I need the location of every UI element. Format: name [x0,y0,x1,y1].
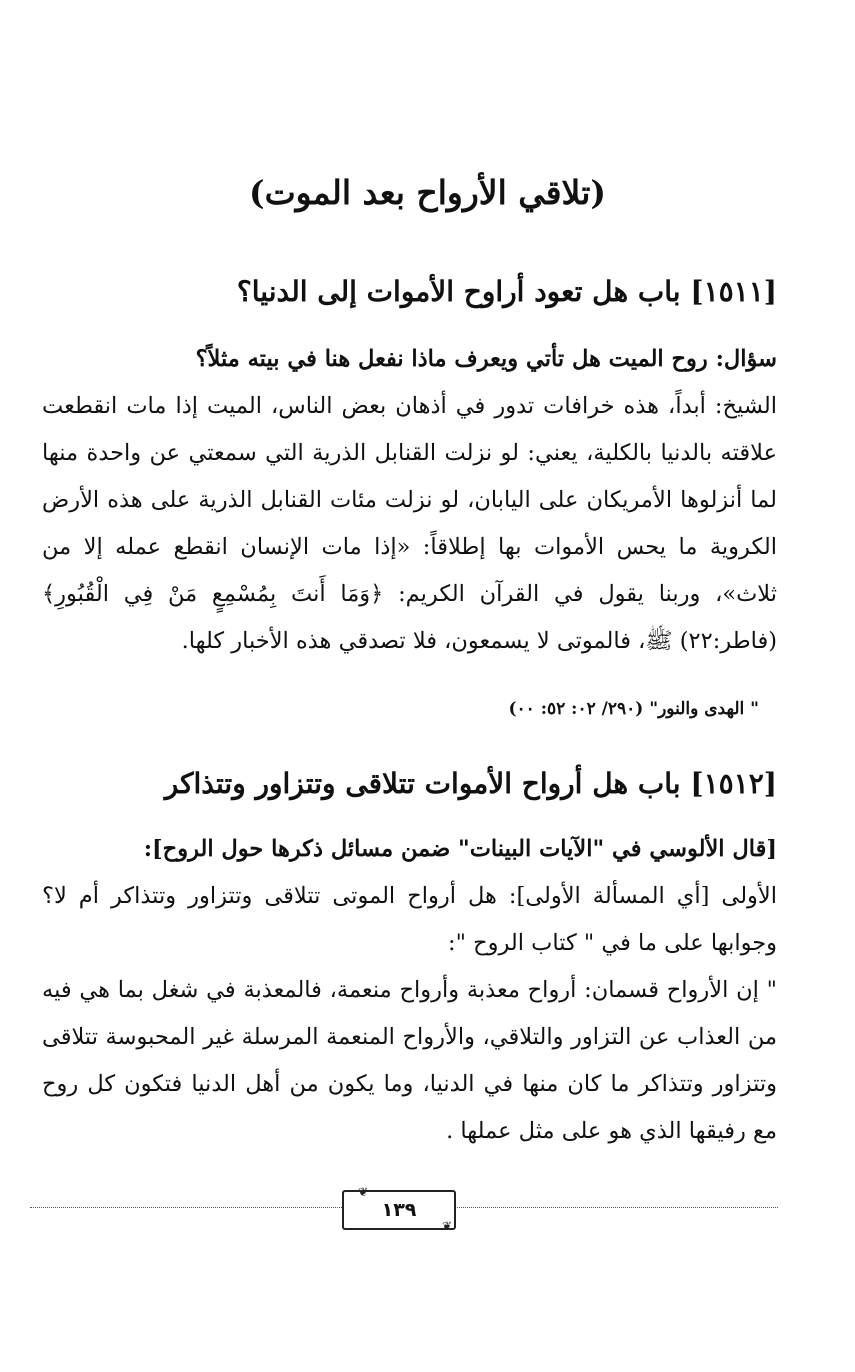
quote-paragraph: " إن الأرواح قسمان: أرواح معذبة وأرواح منعمة، فالمعذبة في شغل بما هي فيه من العذاب عن التزاور والتلاقي، والأرواح المنعمة المرسلة غير المحبوسة تتلاقى وتتزاور وتتذاكر ما كان منها في الدنيا، وما يكون من أهل الدنيا فتكون كل روح مع رفيقها الذي هو على مثل عملها . [42,977,777,1144]
alusi-intro-paragraph: [قال الألوسي في "الآيات البينات" ضمن مسائل ذكرها حول الروح]: [143,836,777,862]
section-heading-1511: [١٥١١] باب هل تعود أراوح الأموات إلى الدنيا؟ [236,275,777,308]
corner-ornament-icon: ❦ [357,1185,368,1199]
chapter-title: (تلاقي الأرواح بعد الموت) [248,173,607,212]
section-heading-1512: [١٥١٢] باب هل أرواح الأموات تتلاقى وتتزاور وتتذاكر [164,767,777,800]
footer-rule-left [30,1207,342,1208]
corner-ornament-icon: ❦ [441,1219,452,1233]
page-number: ١٣٩ [381,1199,417,1221]
first-question-paragraph: الأولى [أي المسألة الأولى]: هل أرواح الموتى تتلاقى وتتزاور وتتذاكر أم لا؟ وجوابها على ما في " كتاب الروح ": [42,883,777,956]
footer-rule-right [454,1207,778,1208]
source-citation: " الهدى والنور" (٢٩٠/ ٠٢: ٥٢: ٠٠) [508,699,759,719]
answer-paragraph: الشيخ: أبداً، هذه خرافات تدور في أذهان بعض الناس، الميت إذا مات انقطعت علاقته بالدنيا بالكلية، يعني: لو نزلت القنابل الذرية التي سمعتي عن واحدة منها لما أنزلوها الأمريكان على اليابان، لو نزلت مئات القنابل الذرية على هذه الأرض الكروية ما يحس الأموات بها إطلاقاً: «إذا مات الإنسان انقطع عمله إلا من ثلاث»، وربنا يقول في القرآن الكريم: ﴿وَمَا أَنتَ بِمُسْمِعٍ مَنْ فِي الْقُبُورِ﴾ (فاطر:٢٢) ﷺ، فالموتى لا يسمعون، فلا تصدقي هذه الأخبار كلها. [42,393,777,654]
question-paragraph: سؤال: روح الميت هل تأتي ويعرف ماذا نفعل هنا في بيته مثلاً؟ [195,346,777,372]
